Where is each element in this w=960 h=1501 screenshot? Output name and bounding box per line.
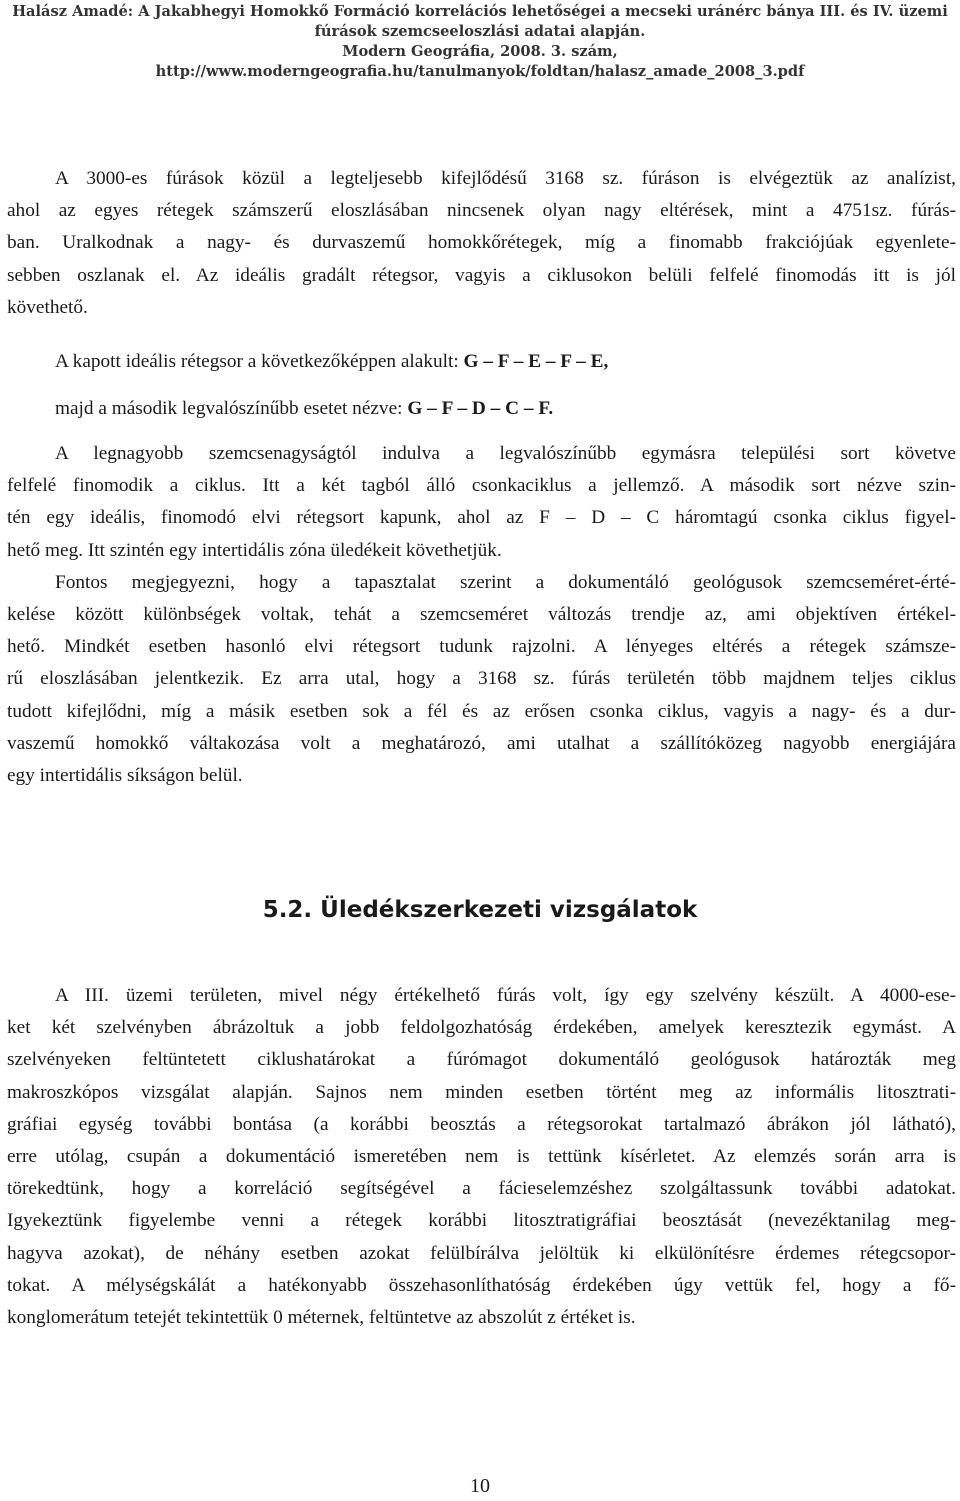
paragraph-line: gráfiai egység további bontása (a korábbi beosztás a rétegsorokat tartalmazó ábrákon jól látható), [7,1113,956,1135]
paragraph-line: sebben oszlanak el. Az ideális gradált rétegsor, vagyis a ciklusokon belüli felfelé finomodás itt is jól [7,264,956,286]
paragraph-line: hető meg. Itt szintén egy intertidális zóna üledékeit követhetjük. [7,539,502,561]
paragraph-line: rű eloszlásában jelentkezik. Ez arra utal, hogy a 3168 sz. fúrás területén több majdnem teljes ciklus [7,668,956,690]
paragraph-4 [7,980,956,1334]
second-sequence-value: G – F – D – C – F. [407,398,554,419]
second-sequence-text: majd a második legvalószínűbb esetet nézve: [55,398,408,419]
formula-block-2 [7,393,956,425]
paragraph-line: ahol az egyes rétegek számszerű eloszlásában nincsenek olyan nagy eltérések, mint a 4751sz. fúrás- [7,200,956,222]
header-citation-line-1: Halász Amadé: A Jakabhegyi Homokkő Formáció korrelációs lehetőségei a mecseki uránérc bánya III. és IV. üzemi [12,3,948,20]
paragraph-line: kelése között különbségek voltak, tehát a szemcseméret változás trendje az, ami objektíven értékel- [7,604,956,626]
paragraph-line: egy intertidális síkságon belül. [7,765,243,787]
body-block-3 [7,980,956,1334]
header-citation-url: http://www.moderngeografia.hu/tanulmanyok/foldtan/halasz_amade_2008_3.pdf [155,63,805,80]
paragraph-line: Igyekeztünk figyelembe venni a rétegek korábbi litosztratigráfiai beosztását (nevezéktanilag meg- [7,1210,956,1232]
paragraph-line: erre utólag, csupán a dokumentáció ismeretében nem is tettünk kísérletet. Az elemzés során arra is [7,1146,956,1168]
paragraph-line: felfelé finomodik a ciklus. Itt a két tagból álló csonkaciklus a jellemző. A második sort nézve szin- [7,475,956,497]
ideal-sequence-text: A kapott ideális rétegsor a következőképpen alakult: [55,351,464,372]
second-sequence-line [7,393,956,425]
paragraph-1 [7,163,956,324]
paragraph-line: szelvényeken feltüntetett ciklushatárokat a fúrómagot dokumentáló geológusok határozták meg [7,1049,956,1071]
paragraph-line: tudott kifejlődni, míg a másik esetben sok a fél és az erősen csonka ciklus, vagyis a nagy- és a dur- [7,700,956,722]
paragraph-line: Fontos megjegyezni, hogy a tapasztalat szerint a dokumentáló geológusok szemcseméret-érté- [55,571,956,593]
ideal-sequence-line [7,346,956,378]
paragraph-line: konglomerátum tetejét tekintettük 0 méternek, feltüntetve az abszolút z értéket is. [7,1307,636,1329]
formula-block [7,346,956,378]
header-citation-line-3: Modern Geográfia, 2008. 3. szám, [342,43,618,60]
paragraph-3 [7,567,956,792]
paragraph-line: A III. üzemi területen, mivel négy értékelhető fúrás volt, így egy szelvény készült. A 4000-ese- [55,985,956,1006]
running-header [0,2,960,82]
paragraph-2 [7,438,956,567]
paragraph-line: hető. Mindkét esetben hasonló elvi rétegsort tudunk rajzolni. A lényeges eltérés a rétegek számsze- [7,636,956,658]
paragraph-line: A legnagyobb szemcsenagyságtól indulva a legvalószínűbb egymásra települési sort követve [55,443,956,464]
ideal-sequence-value: G – F – E – F – E, [463,351,609,372]
body-block-1 [7,163,956,324]
paragraph-line: követhető. [7,296,88,318]
paragraph-line: makroszkópos vizsgálat alapján. Sajnos nem minden esetben történt meg az informális litosztrati- [7,1081,956,1103]
paragraph-line: tén egy ideális, finomodó elvi rétegsort kapunk, ahol az F – D – C háromtagú csonka ciklus figyel- [7,507,956,529]
paragraph-line: ban. Uralkodnak a nagy- és durvaszemű homokkőrétegek, míg a finomabb frakciójúak egyenlete- [7,232,956,254]
section-heading: 5.2. Üledékszerkezeti vizsgálatok [262,897,698,923]
page-number: 10 [470,1475,490,1497]
paragraph-line: tokat. A mélységskálát a hatékonyabb összehasonlíthatóság érdekében úgy vettük fel, hogy a fő- [7,1274,956,1296]
paragraph-line: A 3000-es fúrások közül a legteljesebb kifejlődésű 3168 sz. fúráson is elvégeztük az analízist, [55,168,956,189]
paragraph-line: ket két szelvényben ábrázoltuk a jobb feldolgozhatóság érdekében, amelyek keresztezik egymást. A [7,1017,956,1039]
paragraph-line: törekedtünk, hogy a korreláció segítségével a fácieselemzéshez szolgáltassunk további adatokat. [7,1178,956,1200]
header-citation-line-2: fúrások szemcseeloszlási adatai alapján. [314,23,646,40]
paragraph-line: hagyva azokat), de néhány esetben azokat felülbírálva jelöltük ki elkülönítésre érdemes rétegcsopor- [7,1242,956,1264]
paragraph-line: vaszemű homokkő váltakozása volt a meghatározó, ami utalhat a szállítóközeg nagyobb energiájára [7,732,956,754]
body-block-2 [7,438,956,792]
